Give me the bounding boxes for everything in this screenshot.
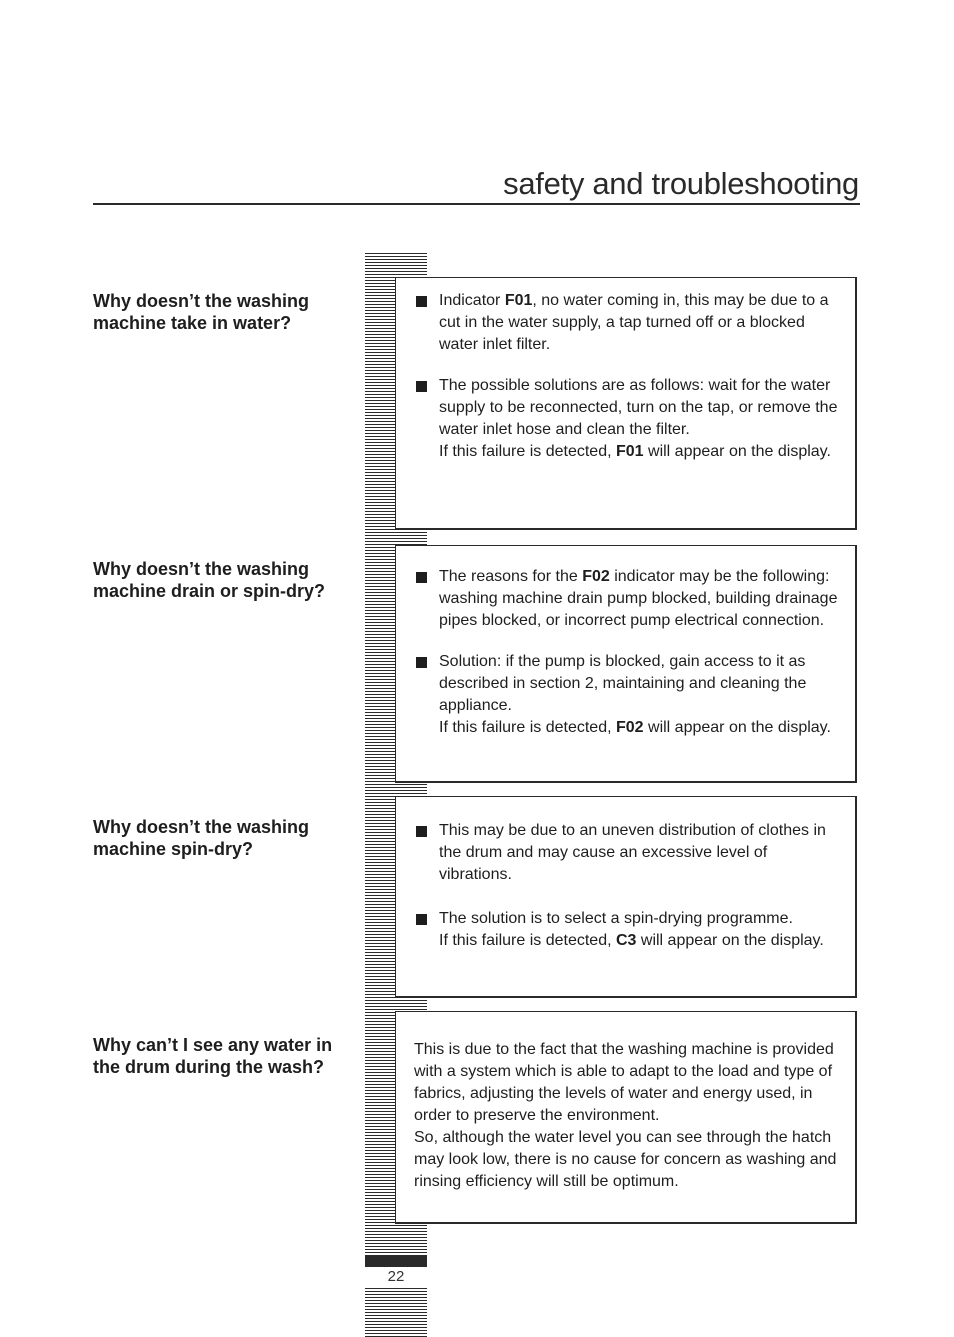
answer-text: Solution: if the pump is blocked, gain access to it as described in section 2, maintaining and cleaning the appliance. If this failure is detected, F02 will appear on the display.: [439, 653, 831, 736]
list-item: [416, 566, 839, 632]
answer-box-no-drain: [395, 545, 857, 783]
question-no-visible-water: Why can’t I see any water in the drum during the wash?: [93, 1035, 333, 1077]
bullet-square-icon: [416, 572, 427, 583]
bullet-square-icon: [416, 381, 427, 392]
bullet-square-icon: [416, 657, 427, 668]
answer-text: The solution is to select a spin-drying programme. If this failure is detected, C3 will appear on the display.: [439, 910, 824, 949]
list-item: [416, 290, 839, 356]
bullet-square-icon: [416, 914, 427, 925]
question-no-water-intake: Why doesn’t the washing machine take in water?: [93, 291, 310, 333]
page-title: safety and troubleshooting: [503, 166, 859, 201]
answer-paragraph: So, although the water level you can see through the hatch may look low, there is no cause for concern as washing and rinsing efficiency will still be optimum.: [414, 1129, 837, 1190]
bullet-square-icon: [416, 296, 427, 307]
list-item: [416, 375, 839, 463]
answer-text: This may be due to an uneven distribution of clothes in the drum and may cause an excessive level of vibrations.: [439, 822, 826, 883]
answer-text: The reasons for the F02 indicator may be the following: washing machine drain pump blocked, building drainage pipes blocked, or incorrect pump electrical connection.: [439, 568, 838, 629]
error-code: F01: [504, 292, 533, 309]
error-code: F02: [615, 719, 644, 736]
page-number: 22: [365, 1267, 427, 1286]
error-code: F01: [615, 443, 644, 460]
title-rule: [93, 203, 860, 205]
list-item: [416, 820, 839, 886]
answer-box-no-visible-water: [395, 1011, 857, 1224]
question-no-drain: Why doesn’t the washing machine drain or spin-dry?: [93, 559, 326, 601]
bullet-square-icon: [416, 826, 427, 837]
list-item: [416, 908, 839, 952]
page-number-band: [365, 1256, 427, 1267]
answer-text: Indicator F01, no water coming in, this may be due to a cut in the water supply, a tap turned off or a blocked water inlet filter.: [439, 292, 829, 353]
answer-paragraph: This is due to the fact that the washing machine is provided with a system which is able to adapt to the load and type of fabrics, adjusting the levels of water and energy used, in order to preserve the environment.: [414, 1041, 834, 1124]
question-no-spin: Why doesn’t the washing machine spin-dry?: [93, 817, 310, 859]
answer-box-no-water-intake: [395, 277, 857, 530]
answer-text: [414, 1039, 841, 1193]
answer-box-no-spin: [395, 796, 857, 998]
error-code: C3: [615, 932, 637, 949]
list-item: [416, 651, 839, 739]
error-code: F02: [582, 568, 610, 585]
answer-text: The possible solutions are as follows: wait for the water supply to be reconnected, turn on the tap, or remove the water inlet hose and clean the filter. If this failure is detected, F01 will appear on the display.: [439, 377, 838, 460]
